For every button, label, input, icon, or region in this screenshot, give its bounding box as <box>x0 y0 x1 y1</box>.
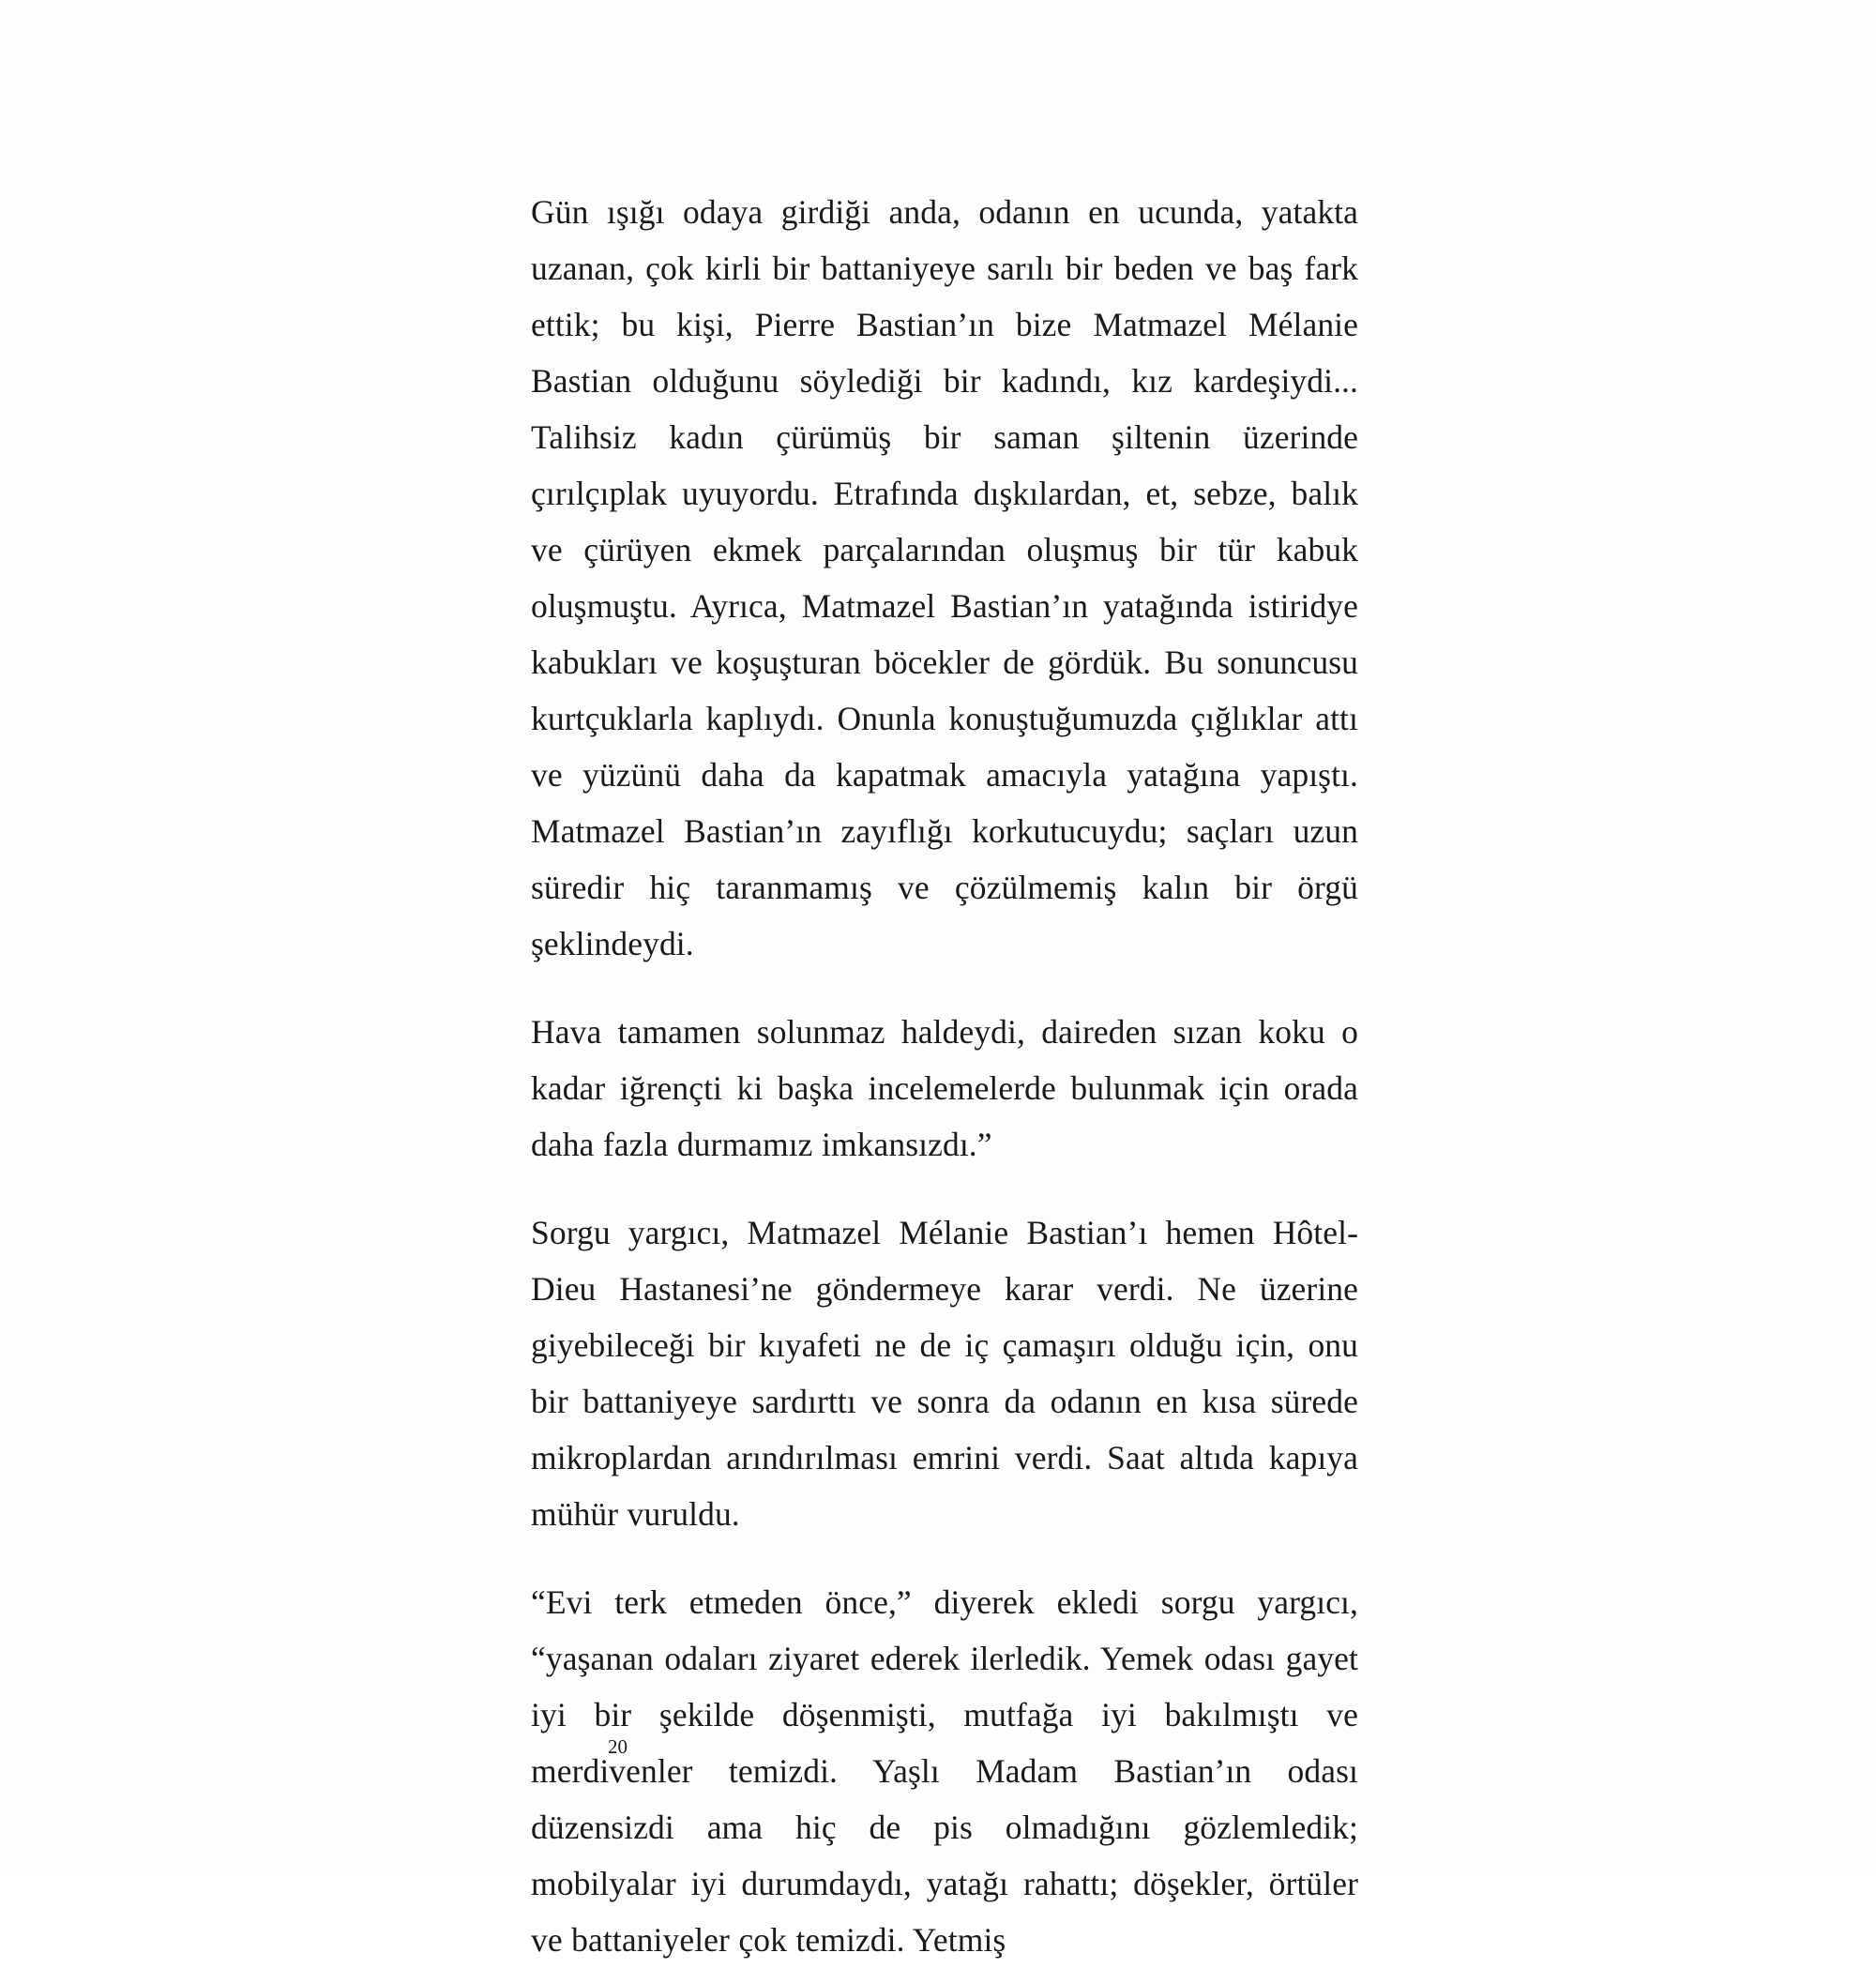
paragraph: Hava tamamen solunmaz haldeydi, daireden sızan koku o kadar iğrençti ki başka incelemelerde bulunmak için orada daha fazla durmamız imkansızdı.” <box>531 1013 1358 1163</box>
paragraph: Sorgu yargıcı, Matmazel Mélanie Bastian’ı hemen Hôtel-Dieu Hastanesi’ne göndermeye karar verdi. Ne üzerine giyebileceği bir kıyafeti ne de iç çamaşırı olduğu için, onu bir battaniyeye sardırttı ve sonra da odanın en kısa sürede mikroplardan arındırılması emrini verdi. Saat altıda kapıya mühür vuruldu. <box>531 1214 1358 1533</box>
body-text-column <box>531 184 1358 1968</box>
page-number: 20 <box>608 1735 628 1758</box>
paragraph: “Evi terk etmeden önce,” diyerek ekledi sorgu yargıcı, “yaşanan odaları ziyaret ederek ilerledik. Yemek odası gayet iyi bir şekilde döşenmişti, mutfağa iyi bakılmıştı ve merdivenler temizdi. Yaşlı Madam Bastian’ın odası düzensizdi ama hiç de pis olmadığını gözlemledik; mobilyalar iyi durumdaydı, yatağı rahattı; döşekler, örtüler ve battaniyeler çok temizdi. Yetmiş <box>531 1583 1358 1959</box>
paragraph: Gün ışığı odaya girdiği anda, odanın en ucunda, yatakta uzanan, çok kirli bir battaniyeye sarılı bir beden ve baş fark ettik; bu kişi, Pierre Bastian’ın bize Matmazel Mélanie Bastian olduğunu söylediği bir kadındı, kız kardeşiydi... Talihsiz kadın çürümüş bir saman şiltenin üzerinde çırılçıplak uyuyordu. Etrafında dışkılardan, et, sebze, balık ve çürüyen ekmek parçalarından oluşmuş bir tür kabuk oluşmuştu. Ayrıca, Matmazel Bastian’ın yatağında istiridye kabukları ve koşuşturan böcekler de gördük. Bu sonuncusu kurtçuklarla kaplıydı. Onunla konuştuğumuzda çığlıklar attı ve yüzünü daha da kapatmak amacıyla yatağına yapıştı. Matmazel Bastian’ın zayıflığı korkutucuydu; saçları uzun süredir hiç taranmamış ve çözülmemiş kalın bir örgü şeklindeydi. <box>531 193 1358 962</box>
